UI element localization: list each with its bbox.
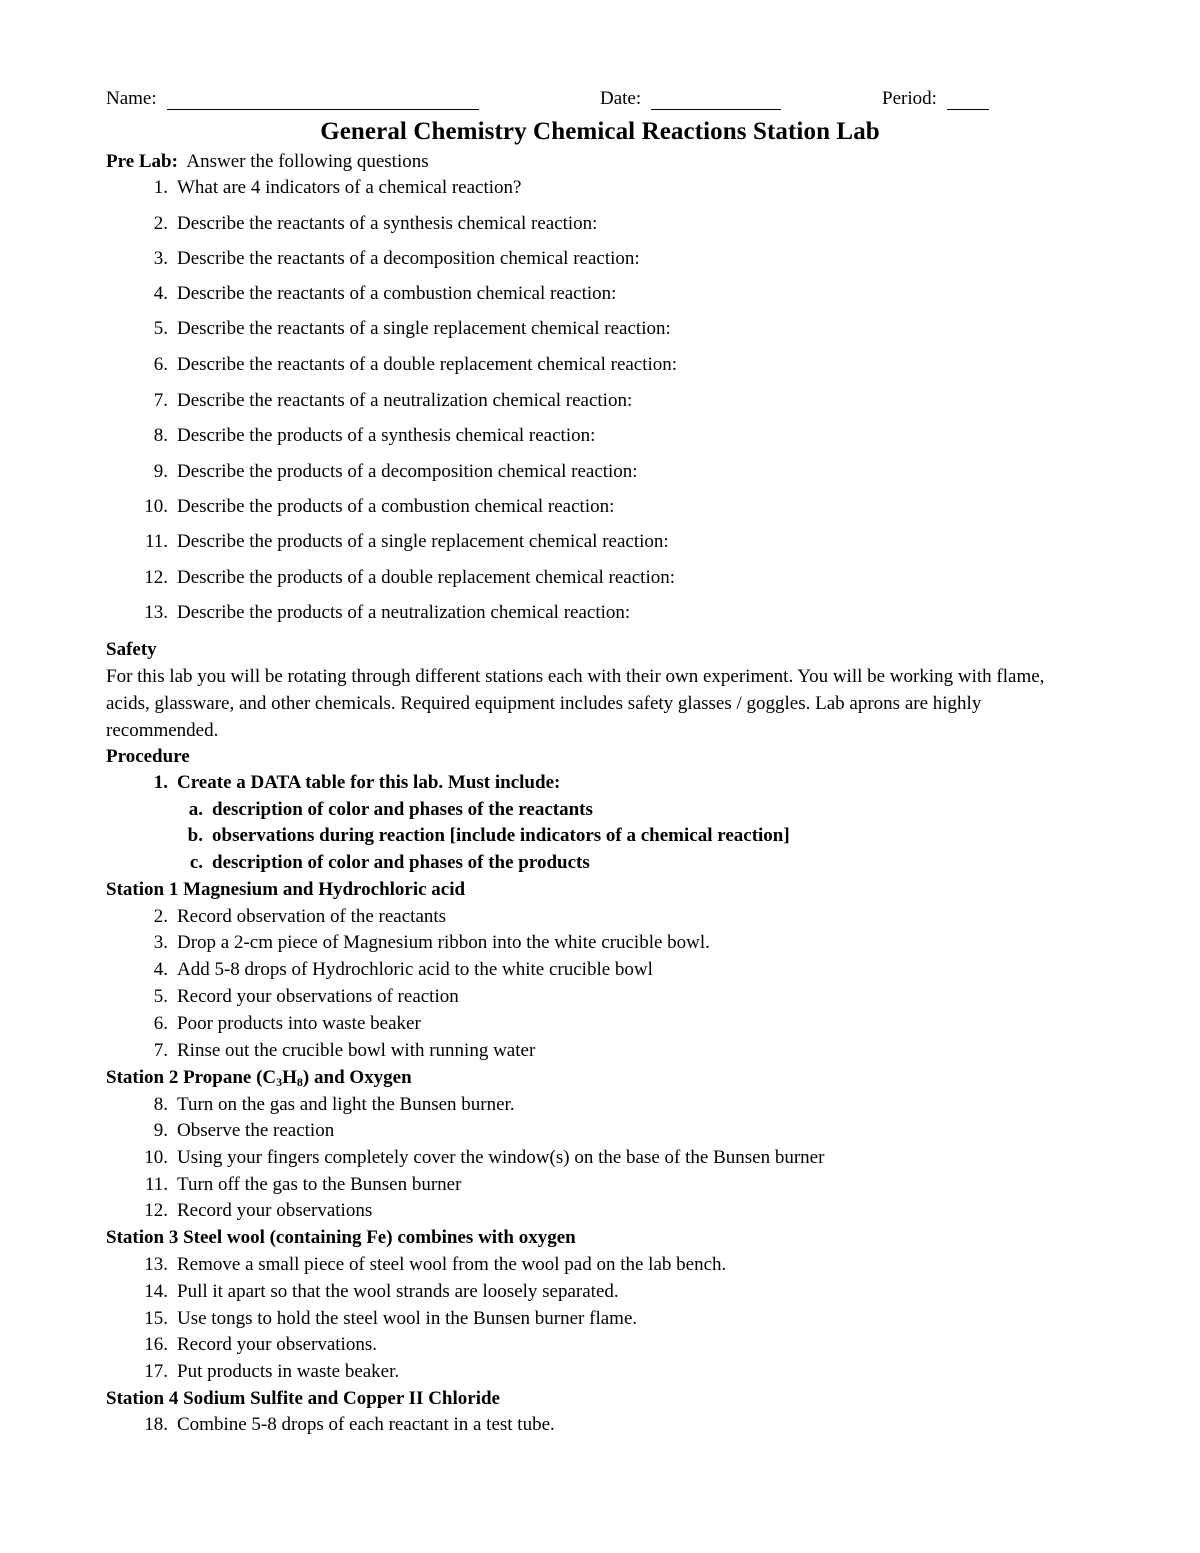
prelab-question: 12. Describe the products of a double replacement chemical reaction:	[144, 567, 675, 588]
prelab-label: Pre Lab:	[106, 151, 178, 172]
station-step: 17. Put products in waste beaker.	[144, 1361, 400, 1382]
station-heading: Station 1 Magnesium and Hydrochloric acid	[106, 879, 466, 900]
prelab-intro	[106, 151, 429, 173]
station-step: 10. Using your fingers completely cover the window(s) on the base of the Bunsen burner	[144, 1147, 825, 1168]
station-step: 14. Pull it apart so that the wool strands are loosely separated.	[144, 1281, 619, 1302]
procedure-subitem: b. observations during reaction [include indicators of a chemical reaction]	[187, 825, 790, 846]
prelab-question: 2. Describe the reactants of a synthesis chemical reaction:	[153, 213, 598, 234]
station-step: 6. Poor products into waste beaker	[153, 1013, 421, 1034]
station-step: 7. Rinse out the crucible bowl with running water	[153, 1040, 536, 1061]
station-step: 15. Use tongs to hold the steel wool in the Bunsen burner flame.	[144, 1308, 638, 1329]
station-step: 3. Drop a 2-cm piece of Magnesium ribbon into the white crucible bowl.	[153, 932, 710, 953]
station-step: 12. Record your observations	[144, 1200, 373, 1221]
date-field[interactable]	[600, 88, 781, 110]
prelab-question: 6. Describe the reactants of a double replacement chemical reaction:	[153, 354, 678, 375]
name-blank[interactable]	[167, 91, 479, 110]
station-heading: Station 2 Propane $(C_3H_8)$ and Oxygen	[106, 1067, 412, 1089]
prelab-question: 8. Describe the products of a synthesis chemical reaction:	[153, 425, 596, 446]
station-step: 16. Record your observations.	[144, 1334, 377, 1355]
period-field[interactable]	[882, 88, 989, 110]
name-field[interactable]	[106, 88, 479, 110]
prelab-question: 11. Describe the products of a single replacement chemical reaction:	[144, 531, 669, 552]
station-step: 2. Record observation of the reactants	[153, 906, 447, 927]
page-title: General Chemistry Chemical Reactions Station Lab	[320, 118, 880, 145]
station-step: 8. Turn on the gas and light the Bunsen burner.	[153, 1094, 515, 1115]
station-step: 18. Combine 5-8 drops of each reactant in a test tube.	[144, 1414, 555, 1435]
station-heading: Station 3 Steel wool (containing Fe) combines with oxygen	[106, 1227, 576, 1248]
station-step: 9. Observe the reaction	[153, 1120, 335, 1141]
prelab-question: 5. Describe the reactants of a single replacement chemical reaction:	[153, 318, 671, 339]
prelab-question: 13. Describe the products of a neutralization chemical reaction:	[144, 602, 631, 623]
procedure-heading: Procedure	[106, 746, 190, 767]
prelab-question: 3. Describe the reactants of a decomposition chemical reaction:	[153, 248, 640, 269]
prelab-instruction: Answer the following questions	[186, 151, 429, 172]
prelab-question: 1. What are 4 indicators of a chemical reaction?	[153, 177, 522, 198]
procedure-step: 1. Create a DATA table for this lab. Must include:	[153, 772, 561, 793]
safety-heading: Safety	[106, 639, 157, 660]
station-step: 4. Add 5-8 drops of Hydrochloric acid to the white crucible bowl	[153, 959, 653, 980]
name-label: Name:	[106, 88, 157, 109]
procedure-subitem: c. description of color and phases of the products	[189, 852, 590, 873]
procedure-subitem: a. description of color and phases of the reactants	[188, 799, 593, 820]
prelab-question: 10. Describe the products of a combustion chemical reaction:	[144, 496, 615, 517]
prelab-question: 9. Describe the products of a decomposition chemical reaction:	[153, 461, 638, 482]
header-row	[106, 88, 1006, 116]
prelab-question: 4. Describe the reactants of a combustion chemical reaction:	[153, 283, 617, 304]
safety-text: For this lab you will be rotating through different stations each with their own experiment. You will be working with flame, acids, glassware, and other chemicals. Required equipment includes safety glasses / goggles. Lab aprons are highly recommended.	[106, 666, 1045, 741]
station-heading: Station 4 Sodium Sulfite and Copper II Chloride	[106, 1388, 500, 1409]
station-step: 11. Turn off the gas to the Bunsen burner	[144, 1174, 462, 1195]
date-label: Date:	[600, 88, 642, 109]
prelab-question: 7. Describe the reactants of a neutralization chemical reaction:	[153, 390, 633, 411]
station-step: 5. Record your observations of reaction	[153, 986, 459, 1007]
date-blank[interactable]	[651, 91, 781, 110]
period-blank[interactable]	[947, 91, 989, 110]
station-step: 13. Remove a small piece of steel wool from the wool pad on the lab bench.	[144, 1254, 727, 1275]
period-label: Period:	[882, 88, 937, 109]
